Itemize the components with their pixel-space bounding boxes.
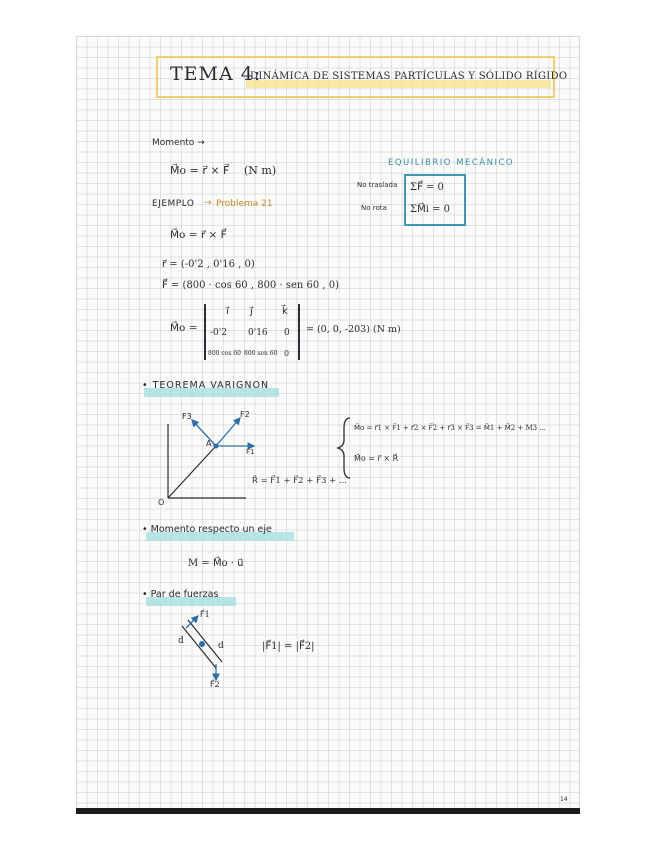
equations-brace xyxy=(338,418,350,478)
det-f-y: 800 sen 60 xyxy=(244,350,278,357)
eje-heading: • Momento respecto un eje xyxy=(142,524,272,535)
label-o: O xyxy=(158,498,165,507)
resultant-formula: R⃗ = F⃗1 + F⃗2 + F⃗3 + ... xyxy=(252,476,348,486)
sum-moment-formula: ΣM⃗i = 0 xyxy=(410,204,450,215)
problema-label: Problema 21 xyxy=(216,199,273,209)
par-heading: • Par de fuerzas xyxy=(142,589,219,600)
det-r-y: 0'16 xyxy=(248,328,268,338)
ejemplo-arrow: → xyxy=(204,198,212,208)
force-f3-arrow xyxy=(192,420,216,446)
par-label-d1: d xyxy=(178,636,184,646)
position-vector: r⃗ = (-0'2 , 0'16 , 0) xyxy=(162,259,255,270)
det-f-z: 0 xyxy=(284,349,290,358)
equilibrio-heading: EQUILIBRIO MECÁNICO xyxy=(388,158,515,168)
det-r-z: 0 xyxy=(284,328,290,338)
par-force-f1-arrow xyxy=(186,616,198,628)
label-f3: F3 xyxy=(182,412,192,421)
ejemplo-label: EJEMPLO xyxy=(152,199,195,209)
ejemplo-formula: M⃗o = r⃗ × F⃗ xyxy=(170,229,227,241)
momento-units: (N m) xyxy=(244,164,277,177)
page-number: 14 xyxy=(560,796,568,803)
title-tema: TEMA 4: xyxy=(170,63,262,85)
notebook-page xyxy=(76,36,580,812)
varignon-eq2: M⃗o = r⃗ × R⃗ xyxy=(354,454,399,463)
det-result: = (0, 0, -203) (N m) xyxy=(306,324,401,335)
momento-label: Momento → xyxy=(152,138,205,148)
position-line xyxy=(168,446,216,498)
varignon-heading: • TEOREMA VARIGNON xyxy=(142,380,270,391)
det-i: i⃗ xyxy=(226,306,229,317)
par-line-right xyxy=(188,620,222,662)
det-k: k⃗ xyxy=(282,306,288,317)
det-r-x: -0'2 xyxy=(210,328,227,338)
par-line-left xyxy=(182,626,216,668)
momento-formula: M⃗o = r⃗ × F⃗ xyxy=(170,164,230,177)
force-vector: F⃗ = (800 · cos 60 , 800 · sen 60 , 0) xyxy=(162,280,340,291)
label-f1: F1 xyxy=(246,448,255,456)
title-subject: DINÁMICA DE SISTEMAS PARTÍCULAS Y SÓLIDO RÍGIDO xyxy=(250,71,568,82)
par-label-f1: F⃗1 xyxy=(200,610,210,619)
label-f2: F2 xyxy=(240,410,250,419)
sum-force-formula: ΣF⃗ = 0 xyxy=(410,182,444,193)
varignon-eq1: M⃗o = r⃗1 × F⃗1 + r⃗2 × F⃗2 + r⃗3 × F⃗3 = M⃗1 + M⃗2 + M3 ... xyxy=(354,424,547,432)
par-center-point xyxy=(199,641,205,647)
eje-formula: M = M⃗o · u⃗ xyxy=(188,558,244,569)
no-rota-label: No rota xyxy=(361,204,387,212)
page-bottom-edge xyxy=(76,808,580,814)
par-label-d2: d xyxy=(218,641,224,651)
par-formula: |F⃗1| = |F⃗2| xyxy=(262,641,315,652)
par-label-f2: F⃗2 xyxy=(210,680,220,689)
mo-label: M⃗o = xyxy=(170,322,198,334)
force-f2-arrow xyxy=(216,418,240,446)
point-a xyxy=(214,444,219,449)
no-traslada-label: No traslada xyxy=(357,181,398,189)
det-f-x: 800 cos 60 xyxy=(208,350,241,357)
label-a: A xyxy=(206,439,212,448)
det-j: j⃗ xyxy=(250,306,253,317)
